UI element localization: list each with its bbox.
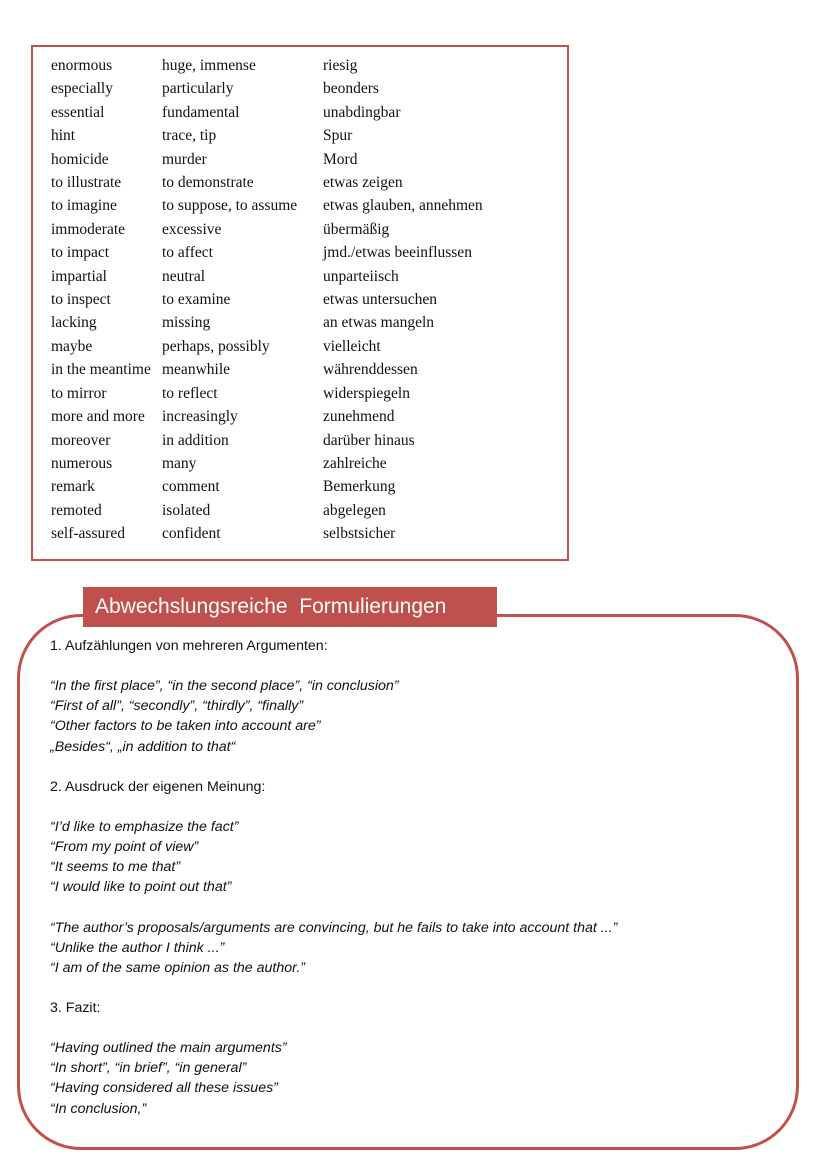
- english-term: lacking: [51, 314, 97, 332]
- synonym: isolated: [162, 501, 211, 519]
- german-translation: etwas zeigen: [323, 174, 403, 192]
- vocabulary-row: [51, 265, 523, 288]
- synonym: many: [162, 454, 197, 472]
- vocabulary-row: [51, 429, 523, 452]
- phrase-line: “In conclusion,”: [50, 1100, 147, 1117]
- synonym: to demonstrate: [162, 174, 254, 192]
- german-translation: selbstsicher: [323, 525, 396, 543]
- english-term: moreover: [51, 431, 111, 449]
- english-term: homicide: [51, 150, 109, 168]
- vocabulary-row: [51, 171, 523, 194]
- english-term: remoted: [51, 501, 102, 519]
- vocabulary-row: [51, 475, 523, 498]
- german-translation: etwas untersuchen: [323, 291, 438, 309]
- vocabulary-row: [51, 405, 523, 428]
- german-translation: an etwas mangeln: [323, 314, 435, 332]
- vocabulary-row: [51, 288, 523, 311]
- section-heading: 2. Ausdruck der eigenen Meinung:: [50, 778, 266, 795]
- synonym: huge, immense: [162, 57, 256, 74]
- vocabulary-row: [51, 499, 523, 522]
- english-term: maybe: [51, 337, 93, 355]
- english-term: in the meantime: [51, 361, 151, 379]
- vocabulary-row: [51, 241, 523, 264]
- german-translation: währenddessen: [323, 361, 418, 379]
- german-translation: beonders: [323, 80, 379, 98]
- vocabulary-row: [51, 148, 523, 171]
- vocabulary-row: [51, 54, 523, 77]
- german-translation: abgelegen: [323, 501, 386, 519]
- synonym: fundamental: [162, 103, 240, 121]
- phrase-line: “From my point of view”: [50, 838, 199, 855]
- german-translation: unabdingbar: [323, 103, 401, 121]
- phrase-line: “Having outlined the main arguments”: [50, 1040, 287, 1057]
- german-translation: übermäßig: [323, 220, 390, 238]
- vocabulary-row: [51, 311, 523, 334]
- vocabulary-row: [51, 101, 523, 124]
- synonym: to suppose, to assume: [162, 197, 298, 215]
- synonym: neutral: [162, 267, 206, 285]
- synonym: to examine: [162, 291, 231, 309]
- german-translation: zahlreiche: [323, 454, 387, 472]
- synonym: missing: [162, 314, 211, 332]
- spacer: [50, 978, 780, 998]
- synonym: to affect: [162, 244, 213, 262]
- phrases-title: Abwechslungsreiche Formulierungen: [83, 587, 497, 627]
- german-translation: vielleicht: [323, 337, 381, 355]
- vocabulary-row: [51, 382, 523, 405]
- spacer: [50, 898, 780, 918]
- vocabulary-row: [51, 335, 523, 358]
- english-term: impartial: [51, 267, 107, 285]
- english-term: to inspect: [51, 291, 111, 309]
- phrase-line: “It seems to me that”: [50, 859, 181, 876]
- synonym: perhaps, possibly: [162, 337, 270, 355]
- german-translation: widerspiegeln: [323, 384, 410, 402]
- vocabulary-row: [51, 77, 523, 100]
- section-heading: 1. Aufzählungen von mehreren Argumenten:: [50, 638, 328, 654]
- english-term: enormous: [51, 57, 113, 74]
- english-term: essential: [51, 103, 105, 121]
- synonym: murder: [162, 150, 207, 168]
- synonym: comment: [162, 478, 220, 496]
- spacer: [50, 757, 780, 777]
- german-translation: etwas glauben, annehmen: [323, 197, 483, 215]
- phrase-line: “In the first place”, “in the second place”, “in conclusion”: [50, 678, 399, 694]
- german-translation: Spur: [323, 127, 353, 145]
- german-translation: unparteiisch: [323, 267, 399, 285]
- vocabulary-row: [51, 452, 523, 475]
- vocabulary-row: [51, 218, 523, 241]
- vocabulary-row: [51, 194, 523, 217]
- spacer: [50, 1018, 780, 1038]
- phrase-line: “The author’s proposals/arguments are convincing, but he fails to take into account that ...”: [50, 919, 618, 936]
- synonym: increasingly: [162, 408, 238, 426]
- phrase-line: „Besides“, „in addition to that“: [50, 738, 236, 755]
- german-translation: riesig: [323, 57, 358, 74]
- english-term: more and more: [51, 408, 145, 426]
- vocabulary-row: [51, 124, 523, 147]
- synonym: in addition: [162, 431, 229, 449]
- vocabulary-row: [51, 522, 523, 545]
- english-term: to mirror: [51, 384, 107, 402]
- phrase-line: “Having considered all these issues”: [50, 1080, 278, 1097]
- german-translation: darüber hinaus: [323, 431, 415, 449]
- synonym: particularly: [162, 80, 234, 98]
- vocabulary-table: [51, 54, 523, 546]
- german-translation: Mord: [323, 150, 358, 168]
- synonym: trace, tip: [162, 127, 217, 145]
- phrase-line: “I am of the same opinion as the author.”: [50, 959, 305, 976]
- phrase-line: “Unlike the author I think ...”: [50, 939, 225, 956]
- phrase-line: “I’d like to emphasize the fact”: [50, 818, 239, 835]
- vocabulary-box: [31, 45, 569, 561]
- synonym: excessive: [162, 220, 222, 238]
- synonym: meanwhile: [162, 361, 231, 379]
- phrase-line: “Other factors to be taken into account are”: [50, 718, 321, 735]
- phrase-line: “I would like to point out that”: [50, 879, 232, 896]
- synonym: confident: [162, 525, 221, 543]
- spacer: [50, 656, 780, 676]
- english-term: to illustrate: [51, 174, 122, 192]
- phrases-content: [50, 636, 780, 1119]
- english-term: to impact: [51, 244, 110, 262]
- german-translation: zunehmend: [323, 408, 395, 426]
- vocabulary-row: [51, 358, 523, 381]
- section-heading: 3. Fazit:: [50, 1000, 101, 1017]
- phrase-line: “In short”, “in brief”, “in general”: [50, 1060, 247, 1077]
- english-term: numerous: [51, 454, 113, 472]
- phrase-line: “First of all”, “secondly”, “thirdly”, “finally”: [50, 698, 304, 715]
- english-term: remark: [51, 478, 95, 496]
- english-term: to imagine: [51, 197, 117, 215]
- english-term: especially: [51, 80, 113, 98]
- english-term: self-assured: [51, 525, 126, 543]
- spacer: [50, 797, 780, 817]
- german-translation: Bemerkung: [323, 478, 396, 496]
- english-term: immoderate: [51, 220, 126, 238]
- german-translation: jmd./etwas beeinflussen: [323, 244, 472, 262]
- english-term: hint: [51, 127, 76, 145]
- synonym: to reflect: [162, 384, 218, 402]
